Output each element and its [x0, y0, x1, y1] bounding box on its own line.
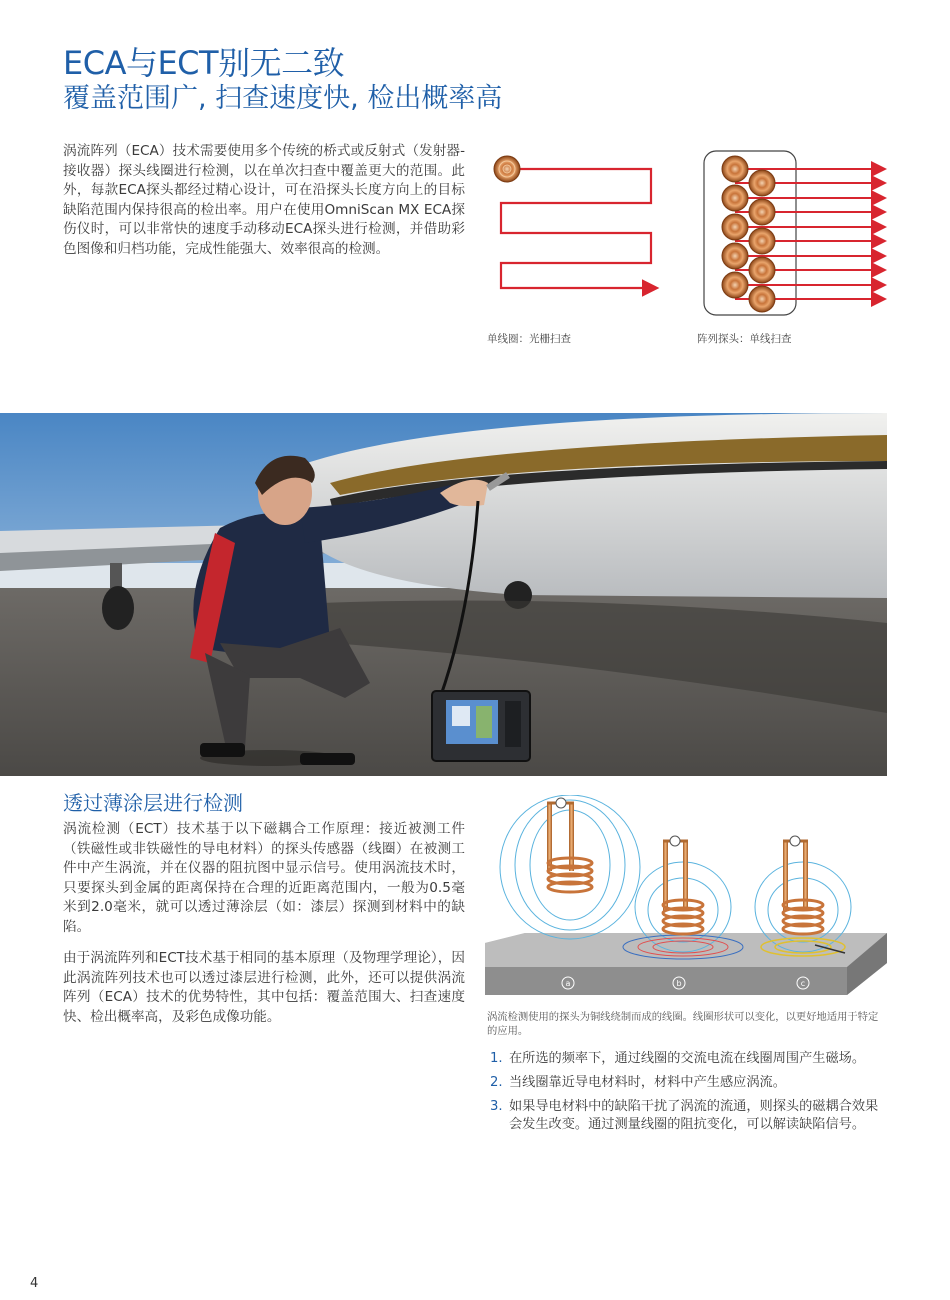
list-item: 1. 在所选的频率下，通过线圈的交流电流在线圈周围产生磁场。 [490, 1051, 866, 1066]
eca-paragraph: 由于涡流阵列和ECT技术基于相同的基本原理（及物理学理论），因此涡流阵列技术也可以透过漆层进行检测，此外，还可以提供涡流阵列（ECA）技术的优势特性，其中包括：覆盖范围大、扫查速度快、检出概率高，及彩色成像功能。 [63, 950, 465, 1025]
page-subtitle: 覆盖范围广, 扫查速度快, 检出概率高 [63, 83, 503, 114]
list-item: 2. 当线圈靠近导电材料时，材料中产生感应涡流。 [490, 1075, 786, 1090]
aircraft-inspection-photo [0, 413, 887, 776]
svg-text:a: a [565, 979, 571, 988]
coil-figure-caption: 涡流检测使用的探头为铜线绕制而成的线圈。线圈形状可以变化，以更好地适用于特定的应用。 [487, 1011, 879, 1037]
coil-a [500, 795, 640, 939]
ect-paragraph: 涡流检测（ECT）技术基于以下磁耦合工作原理：接近被测工件（铁磁性或非铁磁性的导电材料）的探头传感器（线圈）在被测工件中产生涡流，并在仪器的阻抗图中显示信号。使用涡流技术时，只要探头到金属的距离保持在合理的近距离范围内，一般为0.5毫米到2.0毫米，就可以透过薄涂层（如：漆层）探测到材料中的缺陷。 [63, 821, 465, 935]
caption-array-probe: 阵列探头：单线扫查 [697, 333, 792, 345]
principle-steps-list [490, 1050, 888, 1140]
array-probe [704, 151, 883, 315]
section-heading-coatings: 透过薄涂层进行检测 [63, 791, 243, 815]
eddy-current-coil-figure [485, 795, 887, 1000]
svg-text:c: c [800, 979, 806, 988]
svg-text:b: b [676, 979, 682, 988]
page-title: ECA与ECT别无二致 [63, 44, 345, 82]
omniscan-instrument [432, 691, 530, 761]
scan-pattern-figure [485, 145, 895, 320]
page-number: 4 [30, 1276, 39, 1291]
single-coil-raster [494, 156, 655, 288]
caption-single-coil: 单线圈：光栅扫查 [487, 333, 571, 345]
list-item: 3. 如果导电材料中的缺陷干扰了涡流的流通，则探头的磁耦合效果会发生改变。通过测量线圈的阻抗变化，可以解读缺陷信号。 [490, 1099, 879, 1132]
intro-paragraph: 涡流阵列（ECA）技术需要使用多个传统的桥式或反射式（发射器-接收器）探头线圈进行检测，以在单次扫查中覆盖更大的范围。此外，每款ECA探头都经过精心设计，可在沿探头长度方向上的目标缺陷范围内保持很高的检出率。用户在使用OmniScan MX ECA探伤仪时，可以非常快的速度手动移动ECA探头进行检测，并借助彩色图像和归档功能，完成性能强大、效率很高的检测。 [63, 143, 465, 257]
